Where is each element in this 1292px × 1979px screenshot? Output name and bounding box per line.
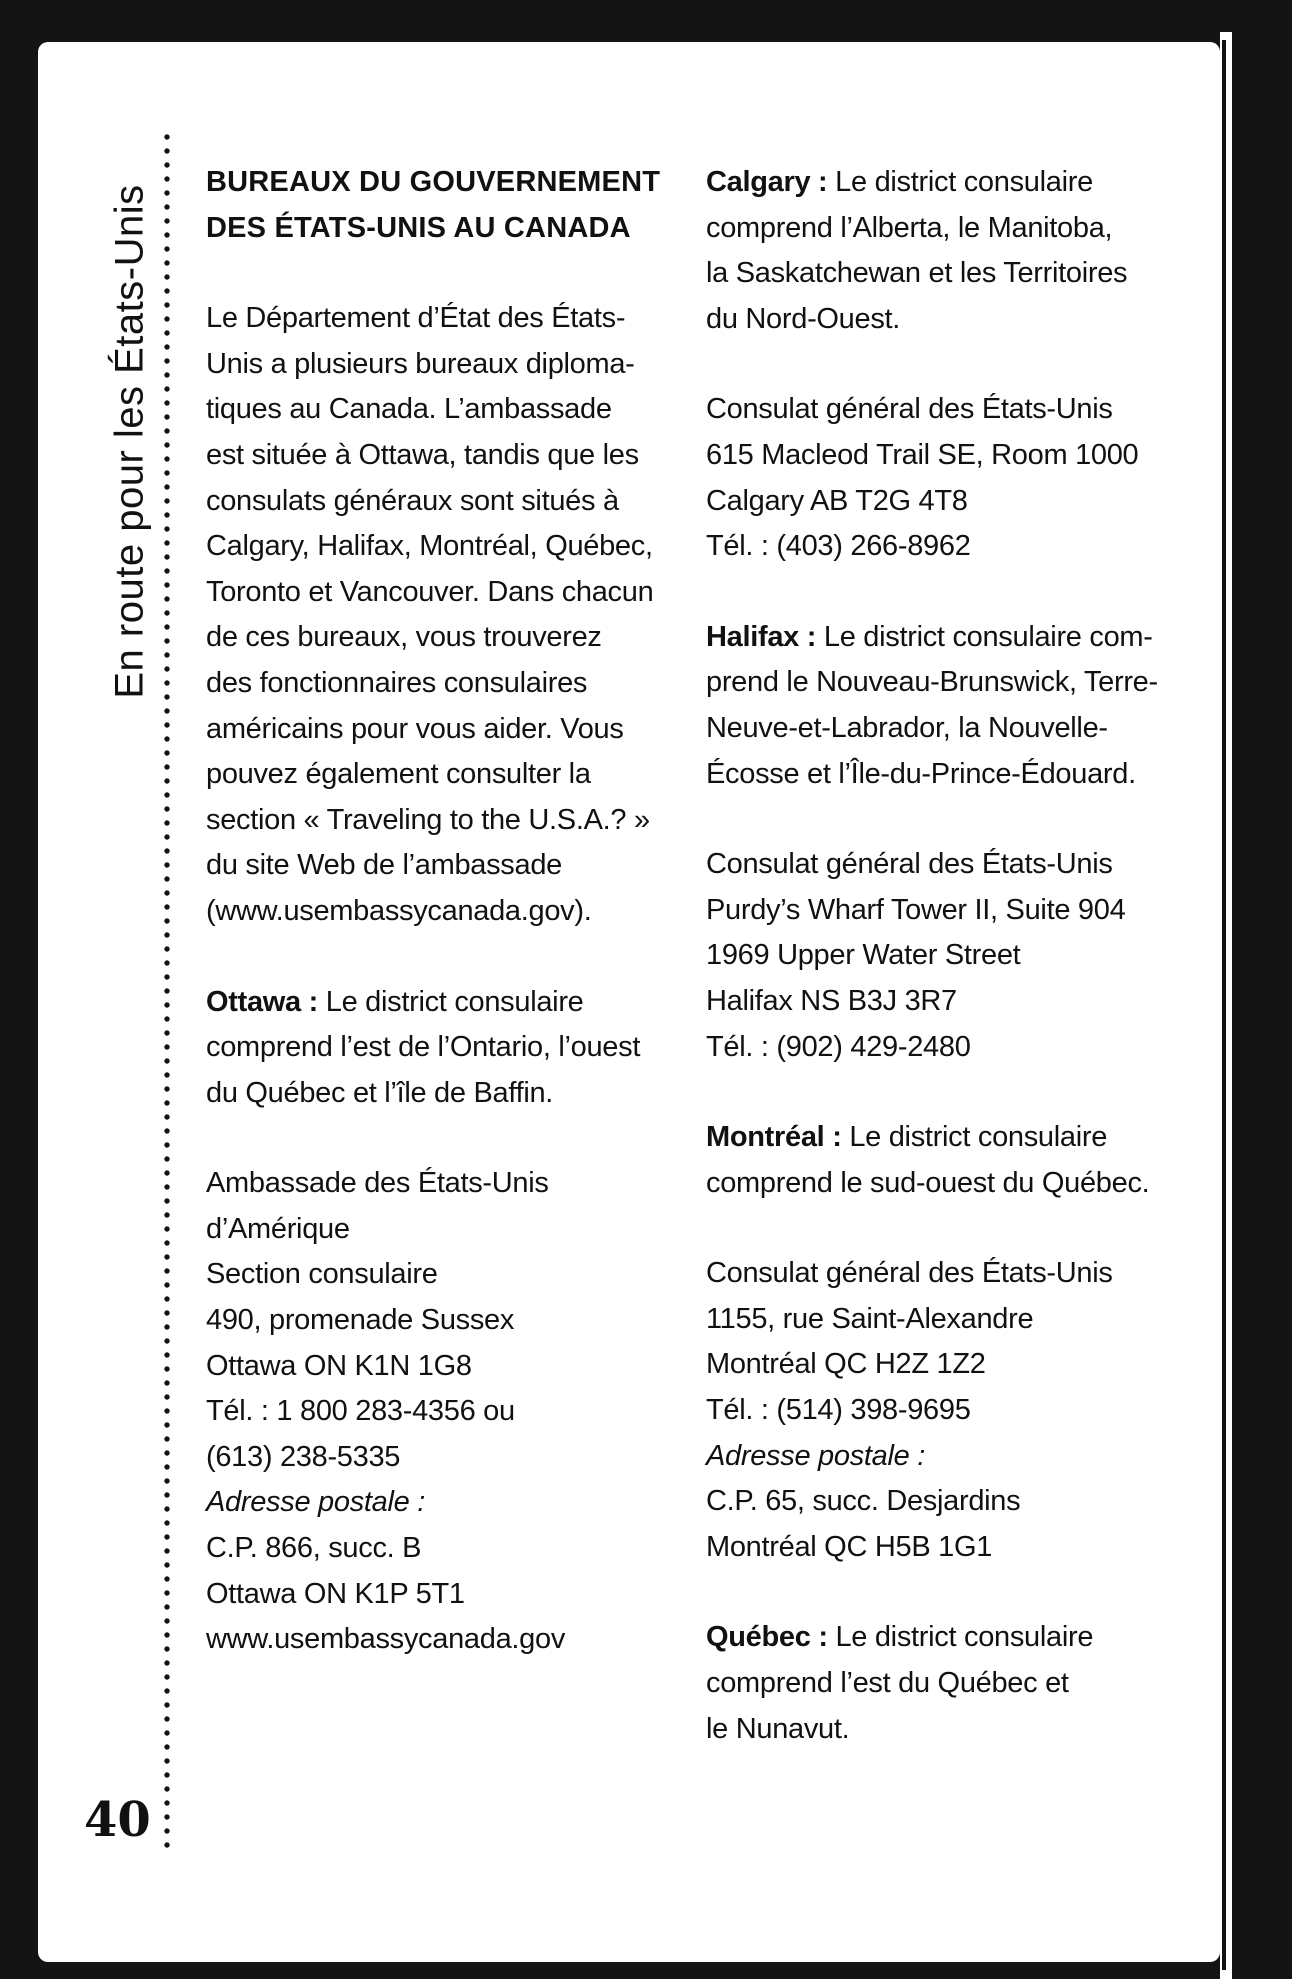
heading-line: BUREAUX DU GOUVERNEMENT xyxy=(206,166,661,198)
calgary-district xyxy=(706,160,1176,342)
halifax-label: Halifax : xyxy=(706,620,817,653)
text-run: Le district consulaire xyxy=(318,985,584,1018)
text-line: du site Web de l’ambassade xyxy=(206,849,562,882)
text-line: du Québec et l’île de Baffin. xyxy=(206,1076,554,1109)
address-line: Ambassade des États-Unis xyxy=(206,1167,549,1200)
text-line: la Saskatchewan et les Territoires xyxy=(706,257,1128,290)
address-line: Consulat général des États-Unis xyxy=(706,848,1113,881)
address-line: Montréal QC H2Z 1Z2 xyxy=(706,1348,986,1381)
text-line: (www.usembassycanada.gov). xyxy=(206,894,592,927)
quebec-district xyxy=(706,1615,1176,1752)
text-line xyxy=(206,980,676,1026)
section-heading xyxy=(206,160,676,251)
address-line: Halifax NS B3J 3R7 xyxy=(706,984,957,1017)
text-line: le Nunavut. xyxy=(706,1712,850,1745)
address-line: d’Amérique xyxy=(206,1212,350,1245)
text-run: Le district consulaire xyxy=(827,1621,1094,1654)
address-line: 490, promenade Sussex xyxy=(206,1304,515,1337)
heading-line: DES ÉTATS-UNIS AU CANADA xyxy=(206,211,631,244)
ottawa-address xyxy=(206,1161,676,1663)
text-line: de ces bureaux, vous trouverez xyxy=(206,621,602,654)
halifax-district xyxy=(706,615,1176,797)
website-line: www.usembassycanada.gov xyxy=(206,1623,566,1656)
text-line: pouvez également consulter la xyxy=(206,758,591,791)
ottawa-district xyxy=(206,980,676,1117)
text-line: prend le Nouveau-Brunswick, Terre- xyxy=(706,666,1158,699)
gutter-line xyxy=(1222,40,1226,1970)
address-line: Consulat général des États-Unis xyxy=(706,393,1113,426)
text-run: Le district consulaire xyxy=(841,1121,1108,1154)
address-line: 615 Macleod Trail SE, Room 1000 xyxy=(706,438,1139,471)
text-line xyxy=(706,615,1176,661)
right-column xyxy=(706,160,1176,1797)
text-line xyxy=(706,1115,1176,1161)
running-head xyxy=(100,126,160,756)
address-line: C.P. 65, succ. Desjardins xyxy=(706,1485,1021,1518)
address-line: Calgary AB T2G 4T8 xyxy=(706,484,968,517)
postal-address-label: Adresse postale : xyxy=(706,1439,925,1472)
text-line: Neuve-et-Labrador, la Nouvelle- xyxy=(706,711,1108,744)
montreal-label: Montréal : xyxy=(706,1121,842,1154)
text-run: Le district consulaire xyxy=(827,166,1093,198)
address-line: 1969 Upper Water Street xyxy=(706,939,1021,972)
text-line: Écosse et l’Île-du-Prince-Édouard. xyxy=(706,757,1136,790)
text-line xyxy=(706,160,1176,206)
calgary-label: Calgary : xyxy=(706,166,828,198)
text-line: section « Traveling to the U.S.A.? » xyxy=(206,803,650,836)
text-line: tiques au Canada. L’ambassade xyxy=(206,393,612,426)
address-line: C.P. 866, succ. B xyxy=(206,1532,422,1565)
text-line: des fonctionnaires consulaires xyxy=(206,666,588,699)
text-line: est située à Ottawa, tandis que les xyxy=(206,438,639,471)
left-column xyxy=(206,160,676,1708)
text-line: comprend l’est de l’Ontario, l’ouest xyxy=(206,1031,641,1064)
running-head-text: En route pour les États-Unis xyxy=(107,183,152,699)
text-line: Toronto et Vancouver. Dans chacun xyxy=(206,575,654,608)
page-number: 40 xyxy=(84,1792,151,1848)
address-line: Ottawa ON K1P 5T1 xyxy=(206,1577,465,1610)
text-line: Calgary, Halifax, Montréal, Québec, xyxy=(206,530,653,563)
halifax-address xyxy=(706,842,1176,1070)
address-line: 1155, rue Saint-Alexandre xyxy=(706,1302,1034,1335)
ottawa-label: Ottawa : xyxy=(206,985,318,1018)
text-line xyxy=(706,1615,1176,1661)
phone-line: Tél. : (902) 429-2480 xyxy=(706,1030,971,1063)
phone-line: Tél. : (403) 266-8962 xyxy=(706,530,971,563)
text-line: comprend l’est du Québec et xyxy=(706,1667,1069,1700)
address-line: Consulat général des États-Unis xyxy=(706,1257,1113,1290)
text-line: comprend l’Alberta, le Manitoba, xyxy=(706,211,1113,244)
montreal-address xyxy=(706,1251,1176,1570)
text-line: comprend le sud-ouest du Québec. xyxy=(706,1166,1150,1199)
text-line: américains pour vous aider. Vous xyxy=(206,712,624,745)
postal-address-label: Adresse postale : xyxy=(206,1486,425,1519)
text-line: Le Département d’État des États- xyxy=(206,302,626,335)
intro-paragraph xyxy=(206,296,676,934)
text-line: consulats généraux sont situés à xyxy=(206,484,619,517)
dotted-rule xyxy=(163,130,171,1856)
address-line: Section consulaire xyxy=(206,1258,438,1291)
address-line: Montréal QC H5B 1G1 xyxy=(706,1530,993,1563)
phone-line: Tél. : (514) 398-9695 xyxy=(706,1394,971,1427)
text-line: du Nord-Ouest. xyxy=(706,302,901,335)
text-run: Le district consulaire com- xyxy=(816,620,1153,653)
quebec-label: Québec : xyxy=(706,1621,828,1654)
address-line: Ottawa ON K1N 1G8 xyxy=(206,1349,472,1382)
address-line: Purdy’s Wharf Tower II, Suite 904 xyxy=(706,893,1126,926)
phone-line: Tél. : 1 800 283-4356 ou xyxy=(206,1395,515,1428)
text-line: Unis a plusieurs bureaux diploma- xyxy=(206,347,635,380)
calgary-address xyxy=(706,387,1176,569)
phone-line: (613) 238-5335 xyxy=(206,1440,401,1473)
montreal-district xyxy=(706,1115,1176,1206)
